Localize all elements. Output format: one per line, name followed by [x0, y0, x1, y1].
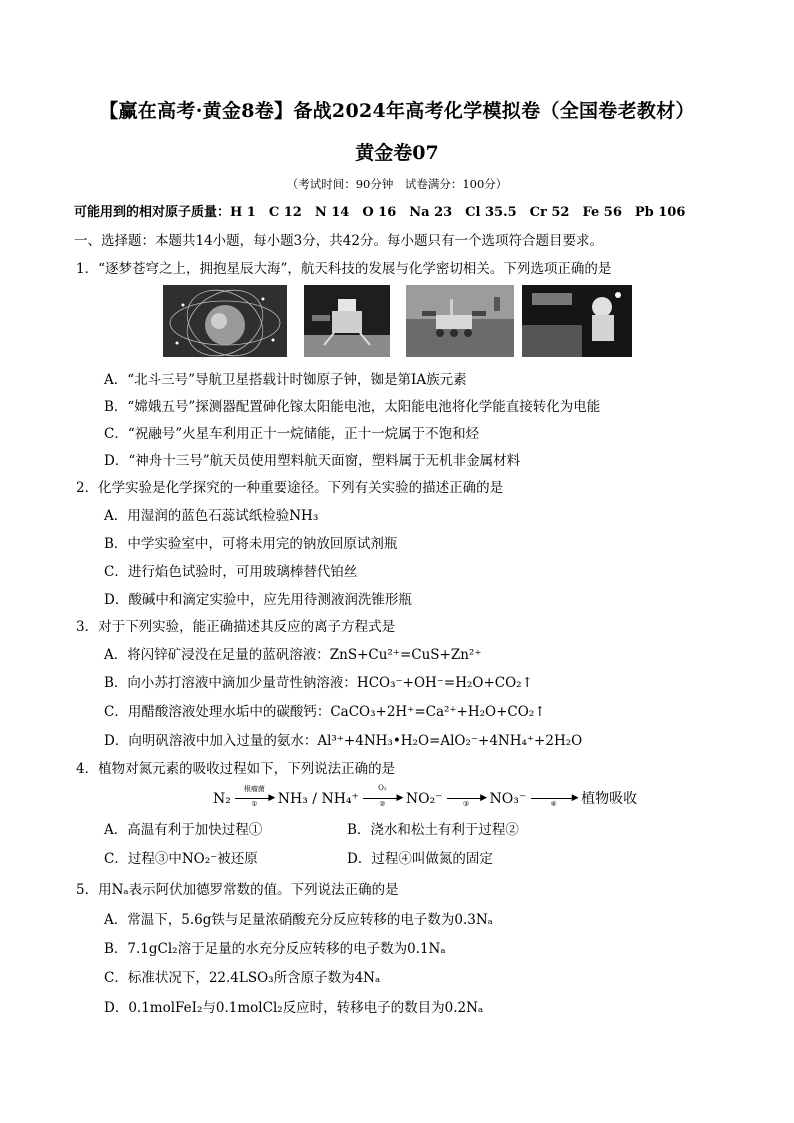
q1-option-b: B．“嫦娥五号”探测器配置砷化镓太阳能电池，太阳能电池将化学能直接转化为电能	[104, 399, 601, 415]
q4-option-d: D．过程④叫做氮的固定	[347, 851, 493, 867]
q3-option-b: B．向小苏打溶液中滴加少量苛性钠溶液：HCO₃⁻+OH⁻=H₂O+CO₂↑	[104, 675, 533, 691]
q2-option-b: B．中学实验室中，可将未用完的钠放回原试剂瓶	[104, 536, 398, 552]
astronaut-image	[522, 285, 632, 357]
arrow-2-top: O₂	[378, 784, 387, 792]
q2-option-c: C．进行焰色试验时，可用玻璃棒替代铂丝	[104, 564, 358, 580]
q2-option-a: A．用湿润的蓝色石蕊试纸检验NH₃	[104, 508, 319, 524]
q4-option-b: B．浇水和松土有利于过程②	[347, 822, 519, 838]
species-nh3: NH₃ / NH₄⁺	[277, 791, 359, 807]
plant-absorption: 植物吸收	[581, 791, 638, 807]
arrow-4-bottom: ④	[550, 800, 557, 808]
section-title: 一、选择题：本题共14小题，每小题3分，共42分。每小题只有一个选项符合题目要求。	[74, 233, 603, 249]
arrow-2-bottom: ②	[379, 800, 386, 808]
lunar-lander-image	[304, 285, 390, 357]
exam-subtitle: 黄金卷07	[355, 142, 439, 164]
mars-rover-image	[406, 285, 514, 357]
nitrogen-reaction-chain	[213, 784, 638, 808]
exam-info: （考试时间：90分钟 试卷满分：100分）	[286, 177, 508, 191]
q4-option-a: A．高温有利于加快过程①	[104, 822, 263, 838]
q5-option-c: C．标准状况下，22.4LSO₃所含原子数为4Nₐ	[104, 970, 381, 986]
arrow-step-3: ▶ ③	[447, 792, 485, 806]
arrow-1-bottom: ①	[251, 800, 258, 808]
q1-stem: 1．“逐梦苍穹之上，拥抱星辰大海”，航天科技的发展与化学密切相关。下列选项正确的是	[76, 261, 612, 277]
arrow-1-top: 根瘤菌	[243, 785, 265, 793]
atomic-masses: 可能用到的相对原子质量：H 1 C 12 N 14 O 16 Na 23 Cl 35.5 Cr 52 Fe 56 Pb 106	[74, 205, 686, 220]
satellite-orbit-image	[163, 285, 287, 357]
arrow-3-bottom: ③	[462, 800, 470, 808]
q1-option-a: A．“北斗三号”导航卫星搭载计时铷原子钟，铷是第ⅠA族元素	[104, 372, 467, 388]
q5-option-a: A．常温下，5.6g铁与足量浓硝酸充分反应转移的电子数为0.3Nₐ	[104, 912, 493, 928]
q5-stem: 5．用Nₐ表示阿伏加德罗常数的值。下列说法正确的是	[76, 882, 399, 898]
species-no3: NO₃⁻	[489, 791, 527, 807]
q1-option-d: D．“神舟十三号”航天员使用塑料航天面窗，塑料属于无机非金属材料	[104, 453, 521, 469]
q2-option-d: D．酸碱中和滴定实验中，应先用待测液润洗锥形瓶	[104, 592, 412, 608]
q3-option-a: A．将闪锌矿浸没在足量的蓝矾溶液：ZnS+Cu²⁺=CuS+Zn²⁺	[104, 647, 482, 663]
arrow-step-1: 根瘤菌 ▶ ①	[235, 792, 273, 806]
species-n2: N₂	[213, 791, 231, 807]
arrow-step-4: ▶ ④	[531, 792, 577, 806]
species-no2: NO₂⁻	[405, 791, 443, 807]
q2-stem: 2．化学实验是化学探究的一种重要途径。下列有关实验的描述正确的是	[76, 480, 504, 496]
q4-option-c: C．过程③中NO₂⁻被还原	[104, 851, 258, 867]
q1-option-c: C．“祝融号”火星车利用正十一烷储能，正十一烷属于不饱和烃	[104, 426, 480, 442]
q4-stem: 4．植物对氮元素的吸收过程如下，下列说法正确的是	[76, 761, 396, 777]
q3-option-c: C．用醋酸溶液处理水垢中的碳酸钙：CaCO₃+2H⁺=Ca²⁺+H₂O+CO₂↑	[104, 704, 546, 720]
q3-option-d: D．向明矾溶液中加入过量的氨水：Al³⁺+4NH₃•H₂O=AlO₂⁻+4NH₄⁺+2H₂O	[104, 733, 583, 749]
arrow-step-2: O₂ ▶ ②	[363, 792, 401, 806]
q5-option-d: D．0.1molFeI₂与0.1molCl₂反应时，转移电子的数目为0.2Nₐ	[104, 1000, 484, 1016]
q3-stem: 3．对于下列实验，能正确描述其反应的离子方程式是	[76, 619, 396, 635]
exam-title: 【赢在高考·黄金8卷】备战2024年高考化学模拟卷（全国卷老教材）	[99, 100, 695, 122]
q5-option-b: B．7.1gCl₂溶于足量的水充分反应转移的电子数为0.1Nₐ	[104, 941, 446, 957]
